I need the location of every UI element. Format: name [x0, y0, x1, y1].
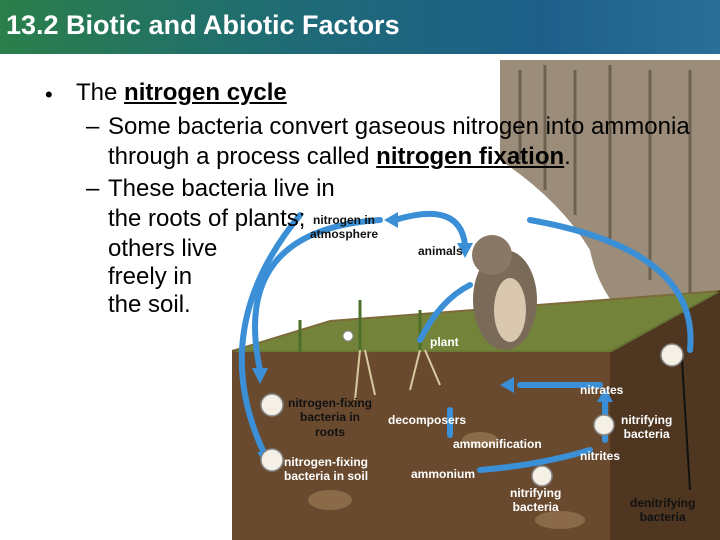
bullet-dot: • [45, 82, 53, 107]
label-nitrites: nitrites [580, 449, 621, 463]
label-line: nitrifying [510, 486, 562, 500]
label-line: roots [315, 424, 345, 439]
label-line: nitrogen in [313, 213, 376, 227]
label-line: denitrifying [630, 496, 696, 510]
sub1-line2-suffix: . [564, 143, 571, 170]
label-decomposers: decomposers [388, 413, 467, 427]
bacteria-icon [532, 466, 552, 486]
sub2-line2: the roots of plants; [108, 205, 306, 232]
sub1-line2-prefix: through a process called [108, 143, 377, 170]
sub2-line3: others live [108, 235, 218, 262]
sub1-line2-emphasis: nitrogen fixation [376, 143, 565, 170]
label-line: atmosphere [310, 227, 379, 242]
label-nitrogen-fixing-roots [288, 396, 372, 439]
dash-2: – [86, 175, 100, 202]
soil-rock [308, 490, 352, 510]
animal-head [472, 235, 512, 275]
label-nitrifying-bacteria-right [621, 413, 672, 442]
bullet-main [76, 81, 287, 105]
label-ammonium: ammonium [411, 467, 476, 481]
bacteria-icon [594, 415, 614, 435]
bullet-main-prefix: The [76, 79, 125, 106]
arrowhead [384, 212, 398, 228]
label-line: bacteria [623, 427, 670, 442]
label-ammonification: ammonification [453, 437, 542, 451]
label-line: bacteria in [299, 410, 361, 425]
label-plant: plant [430, 335, 459, 349]
sub1-line1: Some bacteria convert gaseous nitrogen into ammonia [108, 113, 690, 140]
label-line: nitrifying [621, 413, 673, 427]
label-line: nitrogen-fixing [288, 396, 372, 410]
slide-title: 13.2 Biotic and Abiotic Factors [6, 10, 400, 40]
bacteria-icon [661, 344, 683, 366]
label-line: bacteria [639, 510, 686, 525]
flower [343, 331, 353, 341]
label-denitrifying-bacteria [630, 496, 695, 525]
dash-1: – [86, 113, 100, 140]
label-line: nitrogen-fixing [284, 455, 369, 469]
sub1-line2 [108, 145, 571, 169]
arrow-atmosphere-to-animal [395, 214, 465, 245]
label-nitrogen-in-atmosphere [310, 213, 378, 242]
label-nitrates: nitrates [580, 383, 624, 397]
sub2-line1: These bacteria live in [108, 175, 335, 202]
bullet-main-emphasis: nitrogen cycle [124, 79, 287, 106]
bacteria-icon [261, 449, 283, 471]
label-line: bacteria in soil [284, 469, 369, 484]
animal-belly [494, 278, 526, 342]
sub2-line5: the soil. [108, 291, 191, 318]
bacteria-icon [261, 394, 283, 416]
sub2-line4: freely in [108, 263, 193, 290]
label-animals: animals [418, 244, 463, 258]
label-nitrifying-bacteria-bottom [510, 486, 561, 515]
label-line: bacteria [512, 500, 559, 515]
label-nitrogen-fixing-soil [284, 455, 368, 484]
